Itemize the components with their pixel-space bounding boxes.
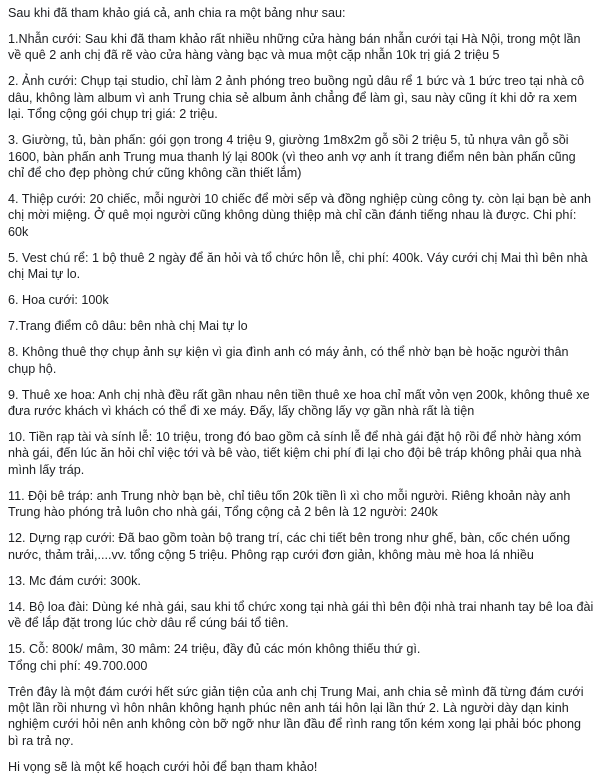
list-item: 10. Tiền rạp tài và sính lễ: 10 triệu, trong đó bao gồm cả sính lễ để nhà gái đặt hộ rồi để nhờ hàng xóm nhà gái, đến lúc ăn hỏi chỉ việc tới và bê vào, tiết kiệm chi phí đi lại cho đội bê tráp không phải qua nhà mình lấy tráp. [8, 430, 582, 477]
list-item: 13. Mc đám cưới: 300k. [8, 573, 141, 588]
list-item: 4. Thiệp cưới: 20 chiếc, mỗi người 10 chiếc để mời sếp và đồng nghiệp cùng công ty. còn lại bạn bè anh chị mời miệng. Ở quê mọi người cũng không dùng thiệp mà chỉ cần đánh tiếng nhau là được. Chi phí: 60k [8, 192, 592, 239]
post-closing: Hi vọng sẽ là một kế hoạch cưới hỏi để bạn tham khảo! [8, 759, 318, 774]
list-item: 14. Bộ loa đài: Dùng ké nhà gái, sau khi tổ chức xong tại nhà gái thì bên đội nhà trai nhanh tay bê loa đài về để lắp đặt trong lúc chờ dâu rể cúng bái tổ tiên. [8, 599, 594, 631]
list-item: 9. Thuê xe hoa: Anh chị nhà đều rất gần nhau nên tiền thuê xe hoa chỉ mất vỏn vẹn 200k, không thuê xe đưa rước khách vì khách có thể đi xe máy. Đấy, lấy chồng lấy vợ gần nhà rất là tiện [8, 387, 590, 419]
post-conclusion: Trên đây là một đám cưới hết sức giản tiện của anh chị Trung Mai, anh chia sẻ mình đã từng đám cưới một lần rồi nhưng vì hôn nhân không hạnh phúc nên anh tái hôn lại lần thứ 2. Là người dày dạn kinh nghiệm cưới hỏi nên anh không còn bỡ ngỡ như lần đầu để rình rang tốn kém xong lại phải bóc phong bì ra trả nợ. [8, 684, 584, 748]
list-item: 8. Không thuê thợ chụp ảnh sự kiện vì gia đình anh có máy ảnh, có thể nhờ bạn bè hoặc người thân chụp hộ. [8, 345, 569, 376]
post-body [8, 5, 594, 775]
list-item: 2. Ảnh cưới: Chụp tại studio, chỉ làm 2 ảnh phóng treo buồng ngủ dâu rể 1 bức và 1 bức treo tại nhà cô dâu, không làm album vì anh Trung chia sẻ album ảnh chẳng để làm gì, sau này cũng ít khi dở ra xem lại. Tổng cộng gói chụp trị giá: 2 triệu. [8, 74, 585, 122]
list-item: 7.Trang điểm cô dâu: bên nhà chị Mai tự lo [8, 319, 248, 334]
total-cost: Tổng chi phí: 49.700.000 [8, 658, 148, 673]
post-intro: Sau khi đã tham khảo giá cả, anh chia ra một bảng như sau: [8, 6, 346, 20]
list-item: 6. Hoa cưới: 100k [8, 293, 109, 308]
list-item: 11. Đội bê tráp: anh Trung nhờ bạn bè, chỉ tiêu tốn 20k tiền lì xì cho mỗi người. Riêng khoản này anh Trung hào phóng trả luôn cho nhà gái, Tổng cộng cả 2 bên là 12 người: 240k [8, 488, 571, 520]
list-item: 5. Vest chú rể: 1 bộ thuê 2 ngày để ăn hỏi và tổ chức hôn lễ, chi phí: 400k. Váy cưới chị Mai thì bên nhà chị Mai tự lo. [8, 250, 588, 282]
list-item: 1.Nhẫn cưới: Sau khi đã tham khảo rất nhiều những cửa hàng bán nhẫn cưới tại Hà Nội, trong một lần về quê 2 anh chị đã rẽ vào cửa hàng vàng bạc và mua một cặp nhẫn 10k trị giá 2 triệu 5 [8, 32, 581, 63]
list-item: 12. Dựng rạp cưới: Đã bao gồm toàn bộ trang trí, các chi tiết bên trong như ghế, bàn, cốc chén uống nước, thảm trải,....vv. tổng cộng 5 triệu. Phông rạp cưới đơn giản, không màu mè hoa lá nhiều [8, 531, 571, 562]
list-item: 15. Cỗ: 800k/ mâm, 30 mâm: 24 triệu, đầy đủ các món không thiếu thứ gì. [8, 642, 421, 657]
list-item: 3. Giường, tủ, bàn phấn: gói gọn trong 4 triệu 9, giường 1m8x2m gỗ sồi 2 triệu 5, tủ nhựa vân gỗ sồi 1600, bàn phấn anh Trung mua thanh lý lại 800k (vì theo anh vợ anh ít trang điểm nên bàn phấn cũng chỉ để cho đẹp phòng chứ cũng không cần thiết lắm) [8, 133, 576, 181]
